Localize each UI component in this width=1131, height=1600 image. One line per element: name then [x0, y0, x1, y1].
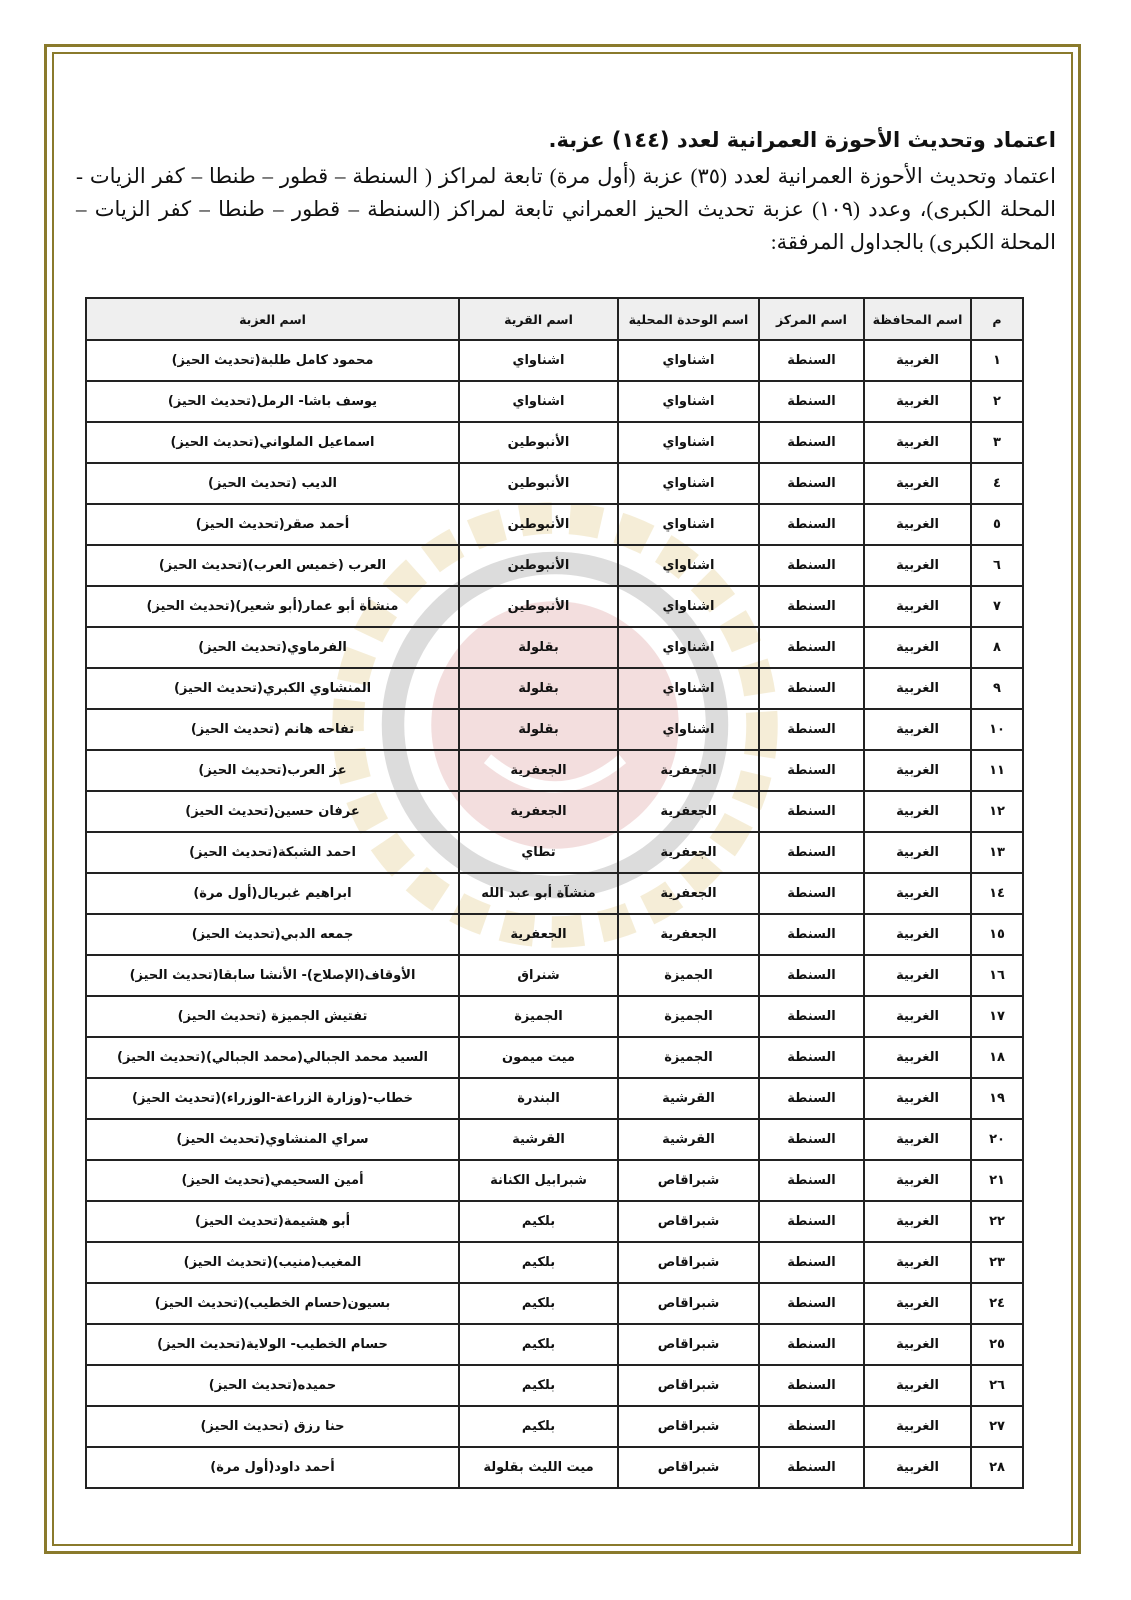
cell-index: ٢٦: [971, 1365, 1023, 1406]
cell-index: ٧: [971, 586, 1023, 627]
header-village: اسم القرية: [459, 298, 618, 340]
cell-center: السنطة: [759, 1324, 864, 1365]
cell-village: الجميزة: [459, 996, 618, 1037]
cell-index: ٢٨: [971, 1447, 1023, 1488]
cell-local-unit: الجعفرية: [618, 914, 759, 955]
table-header-row: [86, 298, 1023, 340]
table-row: [86, 996, 1023, 1037]
cell-center: السنطة: [759, 545, 864, 586]
table-row: [86, 422, 1023, 463]
cell-index: ١١: [971, 750, 1023, 791]
cell-village: شنراق: [459, 955, 618, 996]
cell-governorate: الغربية: [864, 1283, 971, 1324]
header-index: م: [971, 298, 1023, 340]
cell-hamlet: المغيب(منيب)(تحديث الحيز): [86, 1242, 459, 1283]
cell-village: بلكيم: [459, 1365, 618, 1406]
cell-index: ٢١: [971, 1160, 1023, 1201]
cell-index: ٨: [971, 627, 1023, 668]
table-row: [86, 463, 1023, 504]
cell-hamlet: أحمد داود(أول مرة): [86, 1447, 459, 1488]
document-body: [76, 128, 1056, 259]
cell-local-unit: الجميزة: [618, 955, 759, 996]
cell-local-unit: اشناواي: [618, 504, 759, 545]
cell-village: بلكيم: [459, 1201, 618, 1242]
cell-local-unit: الجعفرية: [618, 832, 759, 873]
cell-governorate: الغربية: [864, 1447, 971, 1488]
cell-local-unit: اشناواي: [618, 463, 759, 504]
cell-local-unit: الجميزة: [618, 1037, 759, 1078]
table-row: [86, 381, 1023, 422]
cell-village: شبرابيل الكنانة: [459, 1160, 618, 1201]
cell-hamlet: الفرماوي(تحديث الحيز): [86, 627, 459, 668]
cell-governorate: الغربية: [864, 1037, 971, 1078]
cell-governorate: الغربية: [864, 955, 971, 996]
table-row: [86, 1447, 1023, 1488]
table-row: [86, 1078, 1023, 1119]
cell-governorate: الغربية: [864, 1078, 971, 1119]
cell-governorate: الغربية: [864, 668, 971, 709]
cell-governorate: الغربية: [864, 1119, 971, 1160]
cell-index: ١٩: [971, 1078, 1023, 1119]
cell-local-unit: اشناواي: [618, 586, 759, 627]
cell-governorate: الغربية: [864, 1406, 971, 1447]
cell-local-unit: اشناواي: [618, 627, 759, 668]
table-row: [86, 340, 1023, 381]
cell-center: السنطة: [759, 832, 864, 873]
cell-governorate: الغربية: [864, 545, 971, 586]
cell-local-unit: الجعفرية: [618, 791, 759, 832]
cell-village: بلكيم: [459, 1283, 618, 1324]
cell-hamlet: حنا رزق (تحديث الحيز): [86, 1406, 459, 1447]
cell-village: اشناواي: [459, 381, 618, 422]
cell-center: السنطة: [759, 1283, 864, 1324]
cell-hamlet: العرب (خميس العرب)(تحديث الحيز): [86, 545, 459, 586]
cell-village: بقلولة: [459, 627, 618, 668]
cell-village: الجعفرية: [459, 791, 618, 832]
cell-governorate: الغربية: [864, 914, 971, 955]
cell-center: السنطة: [759, 709, 864, 750]
cell-local-unit: شبراقاص: [618, 1242, 759, 1283]
header-center: اسم المركز: [759, 298, 864, 340]
cell-index: ١٧: [971, 996, 1023, 1037]
cell-hamlet: أبو هشيمة(تحديث الحيز): [86, 1201, 459, 1242]
cell-governorate: الغربية: [864, 873, 971, 914]
cell-index: ٢٧: [971, 1406, 1023, 1447]
cell-hamlet: السيد محمد الجبالي(محمد الجبالي)(تحديث الحيز): [86, 1037, 459, 1078]
table-row: [86, 545, 1023, 586]
cell-local-unit: الجعفرية: [618, 750, 759, 791]
table-body: [86, 340, 1023, 1488]
cell-hamlet: بسيون(حسام الخطيب)(تحديث الحيز): [86, 1283, 459, 1324]
cell-local-unit: القرشية: [618, 1119, 759, 1160]
cell-local-unit: اشناواي: [618, 381, 759, 422]
table-row: [86, 1201, 1023, 1242]
cell-center: السنطة: [759, 750, 864, 791]
cell-local-unit: شبراقاص: [618, 1406, 759, 1447]
cell-index: ١٨: [971, 1037, 1023, 1078]
cell-index: ١٢: [971, 791, 1023, 832]
cell-index: ٢٥: [971, 1324, 1023, 1365]
table-row: [86, 914, 1023, 955]
table-row: [86, 832, 1023, 873]
cell-governorate: الغربية: [864, 832, 971, 873]
cell-hamlet: حسام الخطيب- الولاية(تحديث الحيز): [86, 1324, 459, 1365]
cell-governorate: الغربية: [864, 1365, 971, 1406]
cell-hamlet: يوسف باشا- الرمل(تحديث الحيز): [86, 381, 459, 422]
cell-center: السنطة: [759, 381, 864, 422]
table-row: [86, 504, 1023, 545]
villages-table: [85, 297, 1024, 1489]
cell-local-unit: شبراقاص: [618, 1324, 759, 1365]
cell-hamlet: حميده(تحديث الحيز): [86, 1365, 459, 1406]
header-governorate: اسم المحافظة: [864, 298, 971, 340]
cell-hamlet: منشأة أبو عمار(أبو شعير)(تحديث الحيز): [86, 586, 459, 627]
cell-center: السنطة: [759, 504, 864, 545]
cell-hamlet: عز العرب(تحديث الحيز): [86, 750, 459, 791]
cell-village: الجعفرية: [459, 750, 618, 791]
cell-index: ١٤: [971, 873, 1023, 914]
table-row: [86, 1324, 1023, 1365]
cell-hamlet: تفتيش الجميزة (تحديث الحيز): [86, 996, 459, 1037]
cell-village: الأنبوطين: [459, 422, 618, 463]
cell-index: ٣: [971, 422, 1023, 463]
cell-center: السنطة: [759, 1365, 864, 1406]
cell-index: ١: [971, 340, 1023, 381]
cell-village: الأنبوطين: [459, 463, 618, 504]
cell-center: السنطة: [759, 1447, 864, 1488]
cell-governorate: الغربية: [864, 586, 971, 627]
cell-hamlet: المنشاوي الكبري(تحديث الحيز): [86, 668, 459, 709]
header-local-unit: اسم الوحدة المحلية: [618, 298, 759, 340]
cell-index: ٦: [971, 545, 1023, 586]
cell-hamlet: اسماعيل الملواني(تحديث الحيز): [86, 422, 459, 463]
cell-local-unit: القرشية: [618, 1078, 759, 1119]
table-row: [86, 873, 1023, 914]
cell-local-unit: اشناواي: [618, 422, 759, 463]
cell-center: السنطة: [759, 1242, 864, 1283]
cell-index: ٢٤: [971, 1283, 1023, 1324]
table-row: [86, 1406, 1023, 1447]
cell-center: السنطة: [759, 1119, 864, 1160]
table-row: [86, 750, 1023, 791]
cell-governorate: الغربية: [864, 627, 971, 668]
cell-index: ٢٣: [971, 1242, 1023, 1283]
cell-local-unit: شبراقاص: [618, 1201, 759, 1242]
cell-village: الأنبوطين: [459, 586, 618, 627]
cell-hamlet: سراي المنشاوي(تحديث الحيز): [86, 1119, 459, 1160]
cell-village: بلكيم: [459, 1406, 618, 1447]
table-row: [86, 1242, 1023, 1283]
document-title: اعتماد وتحديث الأحوزة العمرانية لعدد (١٤٤) عزبة.: [548, 128, 1056, 152]
cell-index: ١٦: [971, 955, 1023, 996]
cell-governorate: الغربية: [864, 791, 971, 832]
cell-hamlet: الأوقاف(الإصلاح)- الأنشا سابقا(تحديث الحيز): [86, 955, 459, 996]
cell-village: بلكيم: [459, 1324, 618, 1365]
cell-hamlet: عرفان حسين(تحديث الحيز): [86, 791, 459, 832]
table-row: [86, 791, 1023, 832]
cell-hamlet: خطاب-(وزارة الزراعة-الوزراء)(تحديث الحيز): [86, 1078, 459, 1119]
cell-local-unit: اشناواي: [618, 545, 759, 586]
cell-governorate: الغربية: [864, 1242, 971, 1283]
cell-local-unit: شبراقاص: [618, 1160, 759, 1201]
cell-index: ٩: [971, 668, 1023, 709]
cell-governorate: الغربية: [864, 1160, 971, 1201]
cell-center: السنطة: [759, 586, 864, 627]
cell-hamlet: ابراهيم غبريال(أول مرة): [86, 873, 459, 914]
cell-center: السنطة: [759, 791, 864, 832]
table-row: [86, 955, 1023, 996]
cell-hamlet: الديب (تحديث الحيز): [86, 463, 459, 504]
cell-local-unit: شبراقاص: [618, 1283, 759, 1324]
cell-center: السنطة: [759, 1201, 864, 1242]
cell-governorate: الغربية: [864, 463, 971, 504]
cell-village: منشآة أبو عبد الله: [459, 873, 618, 914]
cell-village: القرشية: [459, 1119, 618, 1160]
cell-governorate: الغربية: [864, 709, 971, 750]
cell-center: السنطة: [759, 627, 864, 668]
cell-center: السنطة: [759, 1037, 864, 1078]
cell-center: السنطة: [759, 1078, 864, 1119]
cell-local-unit: اشناواي: [618, 340, 759, 381]
cell-village: ميت الليث بقلولة: [459, 1447, 618, 1488]
cell-index: ٢: [971, 381, 1023, 422]
cell-village: الأنبوطين: [459, 504, 618, 545]
cell-hamlet: أحمد صقر(تحديث الحيز): [86, 504, 459, 545]
cell-index: ١٥: [971, 914, 1023, 955]
cell-governorate: الغربية: [864, 504, 971, 545]
cell-center: السنطة: [759, 668, 864, 709]
table-row: [86, 1365, 1023, 1406]
table-row: [86, 1160, 1023, 1201]
cell-local-unit: الجعفرية: [618, 873, 759, 914]
cell-village: بقلولة: [459, 709, 618, 750]
cell-local-unit: شبراقاص: [618, 1447, 759, 1488]
cell-local-unit: اشناواي: [618, 668, 759, 709]
cell-village: اشناواي: [459, 340, 618, 381]
cell-center: السنطة: [759, 996, 864, 1037]
cell-local-unit: شبراقاص: [618, 1365, 759, 1406]
cell-local-unit: الجميزة: [618, 996, 759, 1037]
cell-hamlet: محمود كامل طلبة(تحديث الحيز): [86, 340, 459, 381]
cell-governorate: الغربية: [864, 340, 971, 381]
cell-hamlet: أمين السحيمي(تحديث الحيز): [86, 1160, 459, 1201]
table-row: [86, 709, 1023, 750]
table-row: [86, 1037, 1023, 1078]
cell-village: الجعفرية: [459, 914, 618, 955]
cell-governorate: الغربية: [864, 381, 971, 422]
cell-governorate: الغربية: [864, 996, 971, 1037]
cell-governorate: الغربية: [864, 422, 971, 463]
cell-village: بلكيم: [459, 1242, 618, 1283]
cell-village: بقلولة: [459, 668, 618, 709]
cell-hamlet: تفاحه هانم (تحديث الحيز): [86, 709, 459, 750]
cell-center: السنطة: [759, 463, 864, 504]
cell-index: ٢٠: [971, 1119, 1023, 1160]
header-hamlet: اسم العزبة: [86, 298, 459, 340]
cell-village: البندرة: [459, 1078, 618, 1119]
cell-center: السنطة: [759, 955, 864, 996]
cell-hamlet: جمعه الدبي(تحديث الحيز): [86, 914, 459, 955]
cell-village: تطاي: [459, 832, 618, 873]
document-paragraph: اعتماد وتحديث الأحوزة العمرانية لعدد (٣٥) عزبة (أول مرة) تابعة لمراكز ( السنطة – قطور – طنطا – كفر الزيات - المحلة الكبرى)، وعدد (١٠٩) عزبة تحديث الحيز العمراني تابعة لمراكز (السنطة – قطور – طنطا – كفر الزيات – المحلة الكبرى) بالجداول المرفقة:: [76, 164, 1057, 254]
cell-index: ٢٢: [971, 1201, 1023, 1242]
table-row: [86, 1283, 1023, 1324]
cell-center: السنطة: [759, 873, 864, 914]
cell-local-unit: اشناواي: [618, 709, 759, 750]
cell-center: السنطة: [759, 914, 864, 955]
cell-village: الأنبوطين: [459, 545, 618, 586]
cell-index: ١٣: [971, 832, 1023, 873]
cell-governorate: الغربية: [864, 1324, 971, 1365]
table-row: [86, 627, 1023, 668]
cell-hamlet: احمد الشبكة(تحديث الحيز): [86, 832, 459, 873]
cell-center: السنطة: [759, 1160, 864, 1201]
cell-center: السنطة: [759, 340, 864, 381]
cell-village: ميت ميمون: [459, 1037, 618, 1078]
cell-center: السنطة: [759, 422, 864, 463]
table-row: [86, 586, 1023, 627]
cell-index: ٥: [971, 504, 1023, 545]
cell-index: ١٠: [971, 709, 1023, 750]
cell-center: السنطة: [759, 1406, 864, 1447]
cell-index: ٤: [971, 463, 1023, 504]
cell-governorate: الغربية: [864, 1201, 971, 1242]
cell-governorate: الغربية: [864, 750, 971, 791]
table-row: [86, 668, 1023, 709]
table-row: [86, 1119, 1023, 1160]
